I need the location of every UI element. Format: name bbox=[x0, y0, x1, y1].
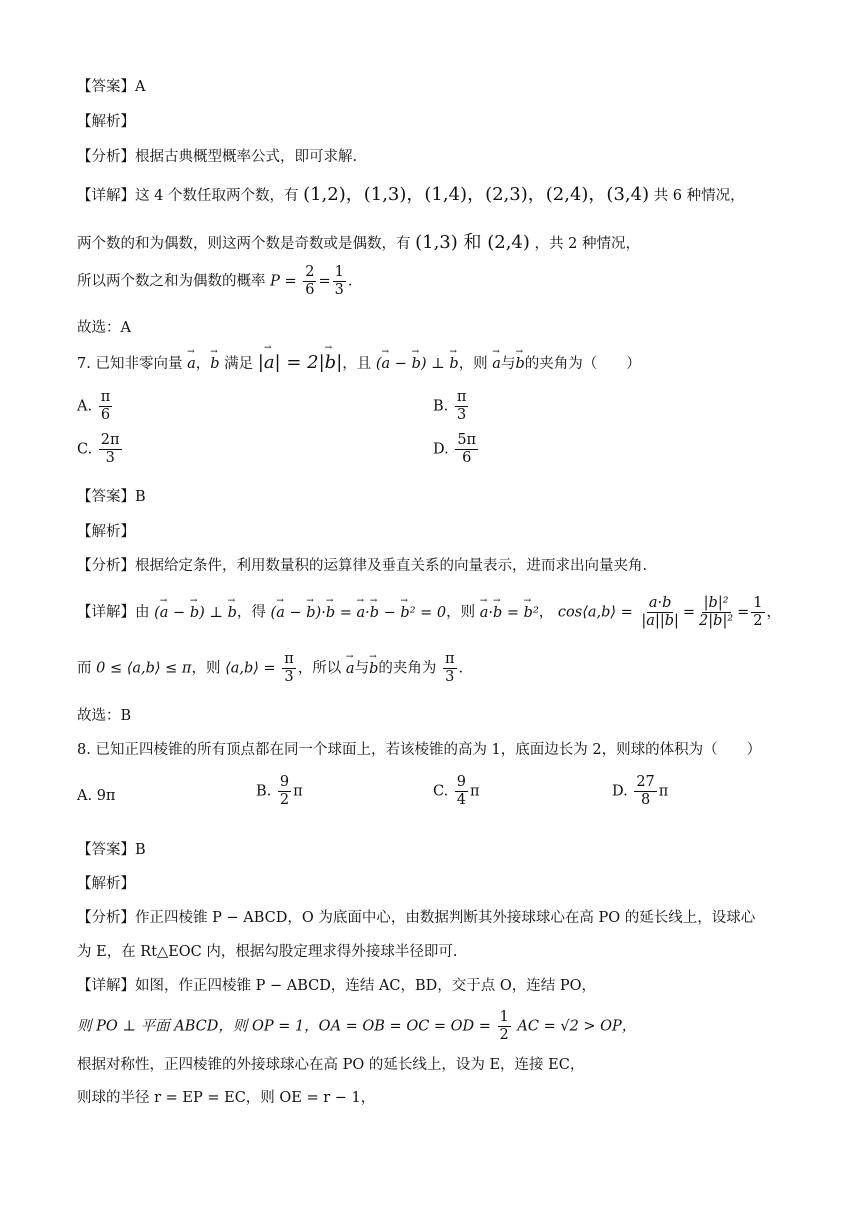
q6-answer: 【答案】A bbox=[77, 79, 146, 95]
q8-answer: 【答案】B bbox=[77, 842, 146, 858]
q7-option-c: C. $\frac{2\pi}{3}$ bbox=[77, 432, 120, 467]
q6-detail-pairs: (1,2)，(1,3)，(1,4)，(2,3)，(2,4)，(3,4) bbox=[303, 184, 650, 205]
q6-fenxi: 【分析】根据古典概型概率公式，即可求解. bbox=[77, 149, 358, 165]
q6-prob-frac2: $\frac{1}{3}$ bbox=[334, 264, 344, 299]
q6-line3: 所以两个数之和为偶数的概率 bbox=[77, 273, 266, 290]
q7-detail-line1: 【详解】由 (→ a − → b) ⊥ → b，得 (→ a − → b)·→ b = → a·→ b − → b² = 0，则 → a·→ b = → b²， cos⟨a,b⟩ = $\frac{a\cdot b}{|a||b|}$ = $\frac{\text{|b|²}}{\text{2|b|²}}$ = $\frac{1}{2}$ ， bbox=[77, 596, 781, 629]
q6-choose: 故选：A bbox=[77, 320, 131, 336]
q7-perp-cond: (→ a − → b) ⊥ → b bbox=[376, 356, 459, 372]
vec-b: → b bbox=[210, 356, 219, 372]
q6-analysis: 【解析】 bbox=[77, 114, 135, 130]
q8-fenxi-1: 【分析】作正四棱锥 P − ABCD，O 为底面中心，由数据判断其外接球球心在高 PO 的延长线上，设球心 bbox=[77, 910, 756, 926]
q6-line2-pairs: (1,3) 和 (2,4) bbox=[415, 232, 530, 253]
q8-option-a: A. 9π bbox=[77, 788, 116, 804]
q8-option-c: C. $\frac{9}{4}$ π bbox=[433, 774, 480, 809]
vec-a: → a bbox=[187, 356, 196, 372]
q7-stem-f: 的夹角为（ ） bbox=[524, 356, 641, 372]
q7-stem: 7. 已知非零向量 → a，→ b 满足 |→ a| = 2|→ b|，且 (→ a − → b) ⊥ → b，则 → a与→ b的夹角为（ ） bbox=[77, 352, 641, 373]
q7-option-b: B. $\frac{\pi}{3}$ bbox=[433, 389, 467, 424]
q6-detail-a: 【详解】这 4 个数任取两个数，有 bbox=[77, 188, 299, 204]
q8-option-d: D. $\frac{27}{8}$ π bbox=[612, 774, 669, 809]
q7-detail-line2: 而 0 ≤ ⟨a,b⟩ ≤ π，则 ⟨a,b⟩ = $\frac{\pi}{3}$ ，所以 → a与→ b的夹角为 $\frac{\pi}{3}$ . bbox=[77, 652, 463, 685]
q8-detail-4: 则球的半径 r = EP = EC，则 OE = r − 1， bbox=[77, 1090, 376, 1106]
q7-fenxi: 【分析】根据给定条件，利用数量积的运算律及垂直关系的向量表示，进而求出向量夹角. bbox=[77, 558, 648, 574]
q8-detail-1: 【详解】如图，作正四棱锥 P − ABCD，连结 AC，BD，交于点 O，连结 PO， bbox=[77, 978, 597, 994]
q6-prob-lhs: P = bbox=[270, 273, 297, 290]
q8-analysis: 【解析】 bbox=[77, 876, 135, 892]
q7-stem-c: ，且 bbox=[342, 356, 372, 372]
q7-stem-d: ，则 bbox=[458, 356, 488, 372]
q8-detail-2: 则 PO ⊥ 平面 ABCD，则 OP = 1，OA = OB = OC = OD = $\frac{1}{2}$ AC = √2 > OP， bbox=[77, 1009, 637, 1044]
q8-option-b: B. $\frac{9}{2}$ π bbox=[256, 774, 303, 809]
q8-fenxi-2: 为 E，在 Rt△EOC 内，根据勾股定理求得外接球半径即可. bbox=[77, 944, 458, 960]
q7-stem-e: 与 bbox=[500, 356, 516, 372]
q7-answer: 【答案】B bbox=[77, 489, 146, 505]
q7-choose: 故选：B bbox=[77, 708, 132, 724]
q8-stem: 8. 已知正四棱锥的所有顶点都在同一个球面上，若该棱锥的高为 1，底面边长为 2，则球的体积为（ ） bbox=[77, 742, 762, 758]
q8-detail-3: 根据对称性，正四棱锥的外接球球心在高 PO 的延长线上，设为 E，连接 EC， bbox=[77, 1057, 585, 1073]
q6-detail-line3: 所以两个数之和为偶数的概率 P = $\frac{2}{6}$ = $\frac{1}{3}$ . bbox=[77, 264, 353, 299]
q7-stem-a: 7. 已知非零向量 bbox=[77, 356, 183, 372]
q6-detail-line1 bbox=[77, 180, 745, 206]
q7-stem-b: 满足 bbox=[224, 356, 254, 372]
q7-option-d: D. $\frac{5\pi}{6}$ bbox=[433, 432, 477, 467]
q6-prob-frac1: $\frac{2}{6}$ bbox=[305, 264, 315, 299]
q7-norm-cond: |→ a| = 2|→ b| bbox=[258, 352, 343, 373]
q6-detail-b: 共 6 种情况， bbox=[653, 188, 745, 204]
q6-line2-b: ，共 2 种情况， bbox=[534, 236, 640, 252]
q7-option-a: A. $\frac{\pi}{6}$ bbox=[77, 389, 111, 424]
q7-analysis: 【解析】 bbox=[77, 524, 135, 540]
q6-line2-a: 两个数的和为偶数，则这两个数是奇数或是偶数，有 bbox=[77, 236, 411, 252]
q6-detail-line2 bbox=[77, 228, 640, 254]
